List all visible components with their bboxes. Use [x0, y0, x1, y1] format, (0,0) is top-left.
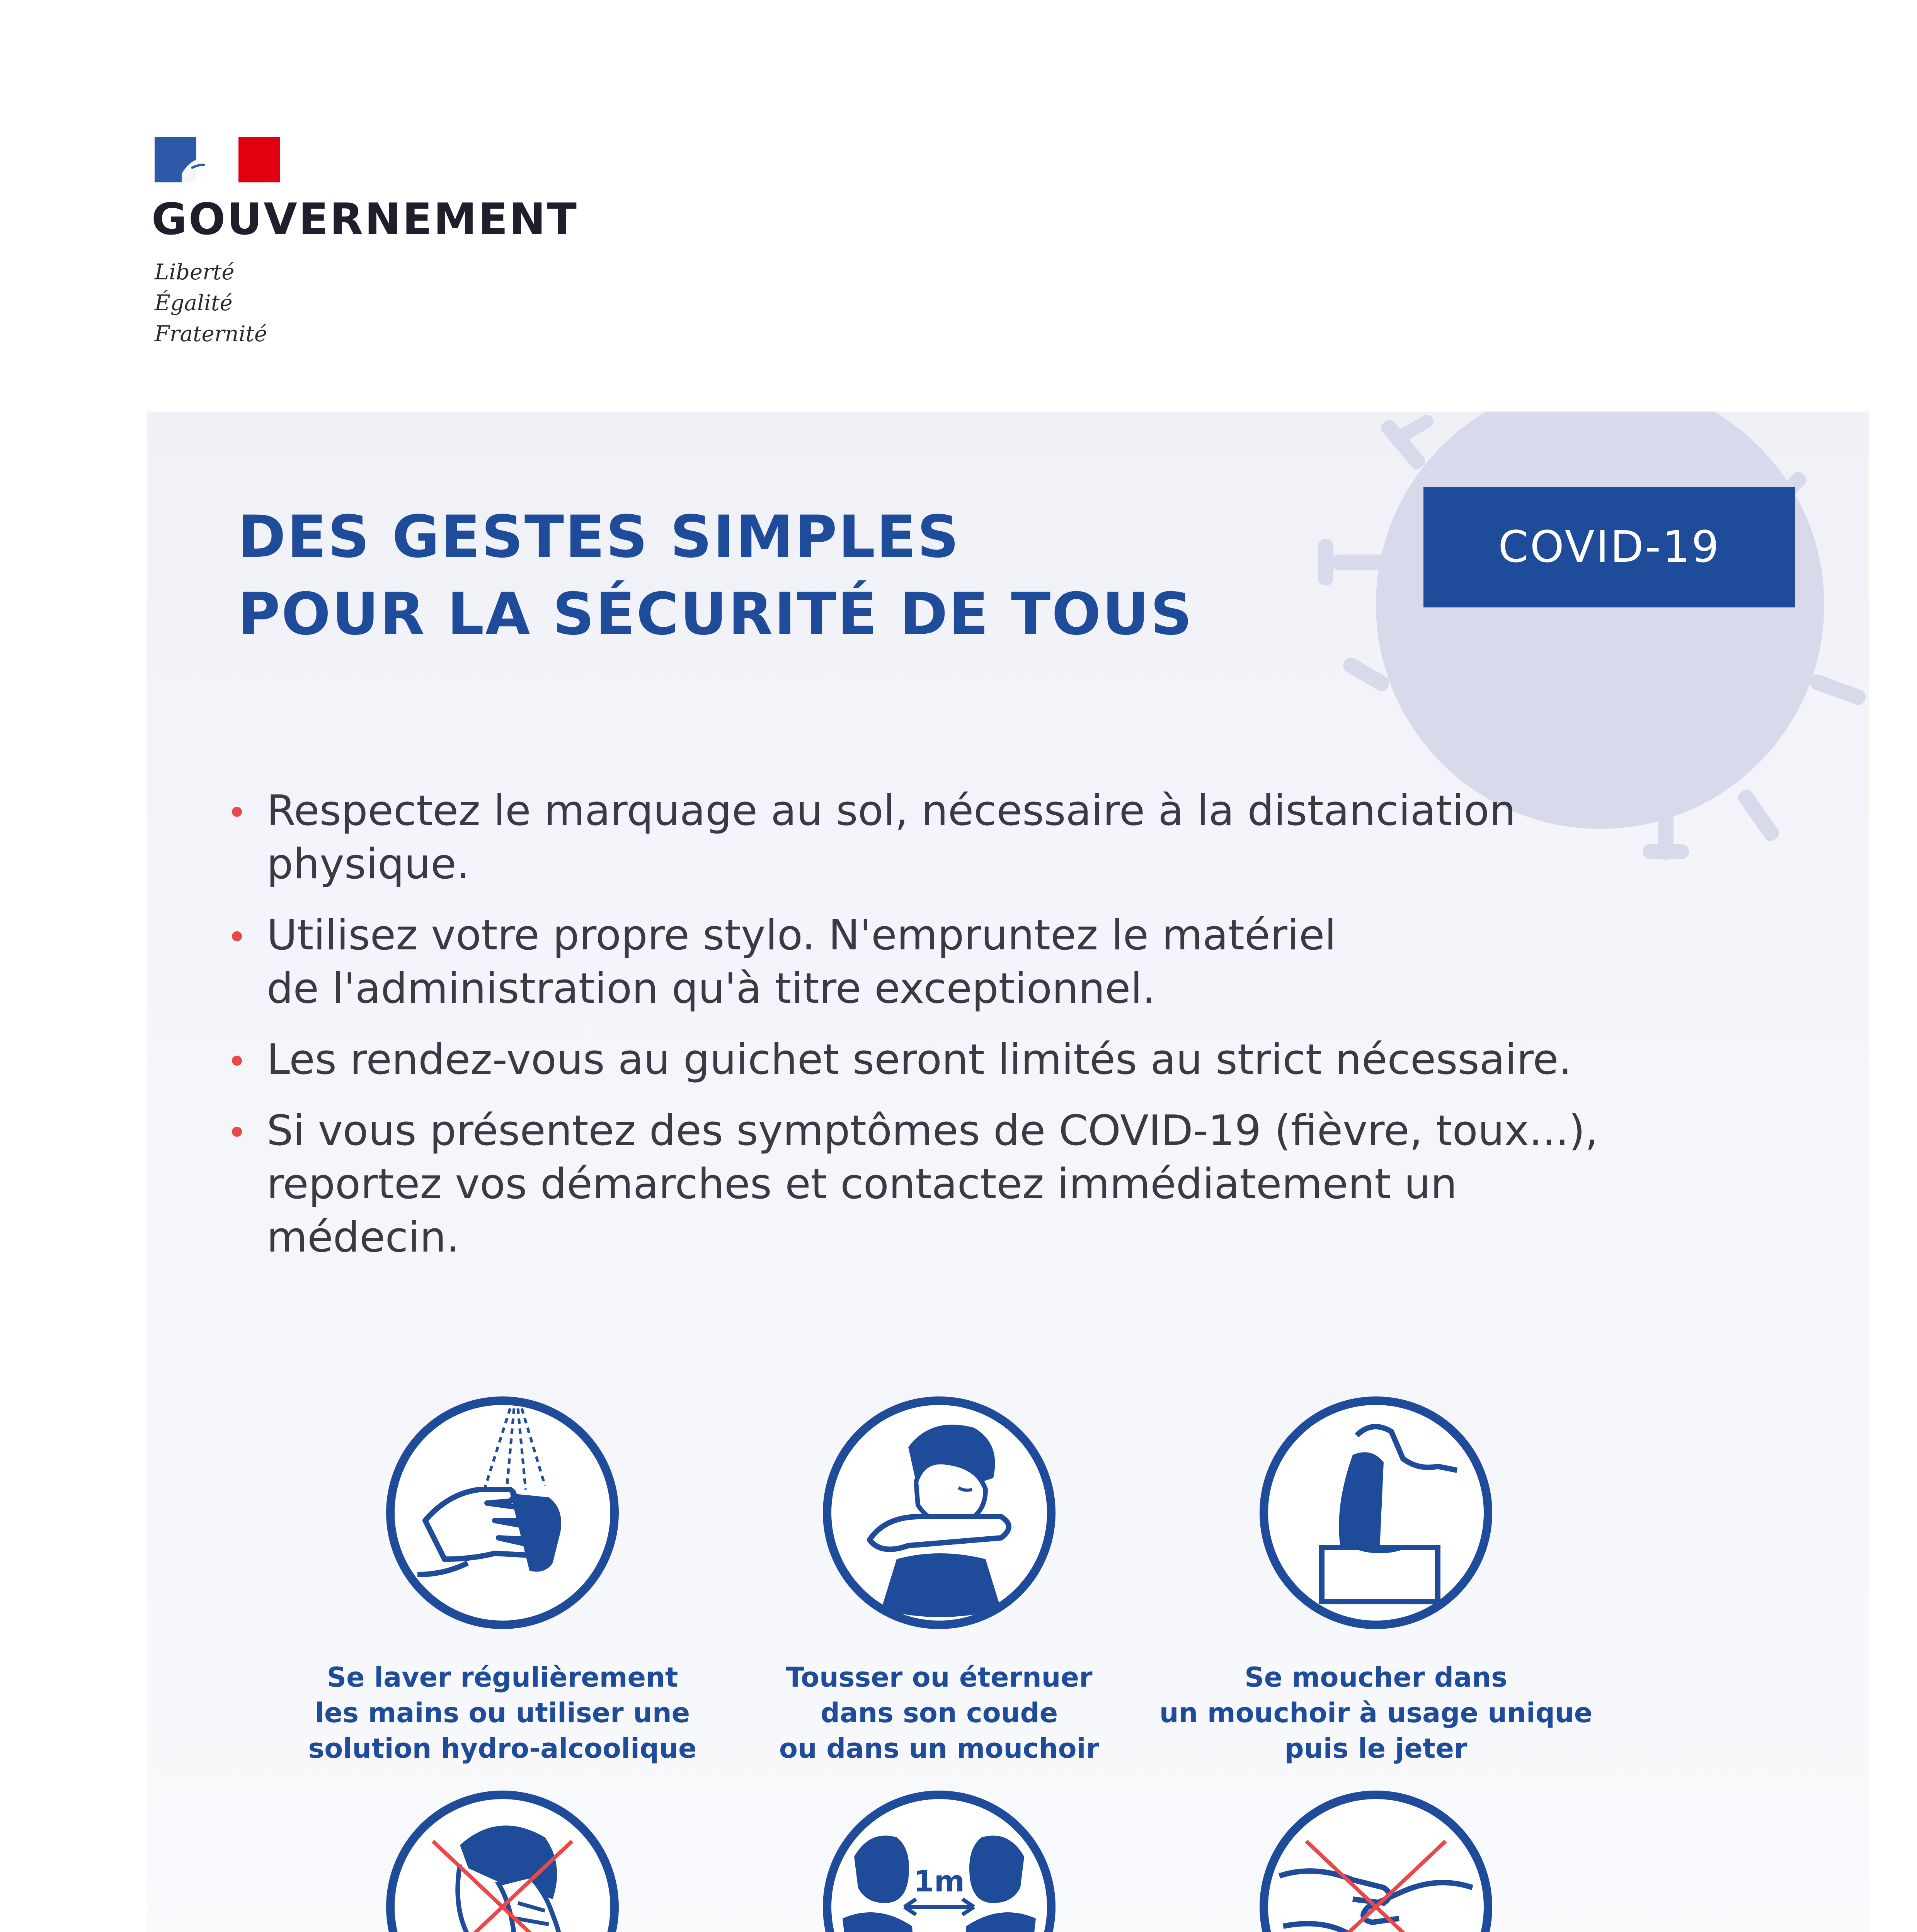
gesture-distance: [688, 1787, 1190, 1932]
caption-line: un mouchoir à usage unique: [1159, 1697, 1593, 1729]
covid-badge: COVID-19: [1423, 487, 1795, 607]
gesture-no-handshake: [1125, 1787, 1627, 1932]
poster-title-line: POUR LA SÉCURITÉ DE TOUS: [238, 581, 1193, 648]
distance-label: 1m: [913, 1864, 965, 1898]
gesture-hand-washing: [251, 1393, 754, 1766]
caption-line: Tousser ou éternuer: [786, 1662, 1093, 1693]
gesture-cough-elbow: [688, 1393, 1190, 1766]
rule-item: [232, 1033, 1739, 1087]
rule-item: [232, 909, 1739, 1015]
rule-text: Respectez le marquage au sol, nécessaire à la distanciation physique.: [267, 787, 1516, 888]
marianne-flag-icon: [155, 137, 280, 182]
motto-line: Égalité: [155, 291, 233, 316]
rule-text: Les rendez-vous au guichet seront limités au strict nécessaire.: [267, 1036, 1572, 1084]
poster-title-line: DES GESTES SIMPLES: [238, 503, 960, 571]
gesture-no-face-touch: [251, 1787, 754, 1932]
rule-text: Si vous présentez des symptômes de COVID-19 (fièvre, toux...), reportez vos démarches et contactez immédiatement un médecin.: [267, 1107, 1599, 1262]
rule-text: Utilisez votre propre stylo. N'empruntez le matériel de l'administration qu'à titre exceptionnel.: [267, 911, 1336, 1013]
motto-line: Liberté: [155, 260, 235, 285]
caption-line: Se moucher dans: [1245, 1662, 1507, 1693]
caption-line: ou dans un mouchoir: [779, 1733, 1100, 1764]
motto-line: Fraternité: [155, 321, 267, 347]
hand-washing-icon: [383, 1393, 622, 1633]
gesture-caption: [688, 1660, 1190, 1766]
caption-line: dans son coude: [820, 1697, 1058, 1729]
org-name: GOUVERNEMENT: [152, 194, 578, 245]
poster-title: [238, 498, 1193, 653]
gesture-tissue: [1125, 1393, 1627, 1766]
caption-line: puis le jeter: [1284, 1733, 1468, 1764]
caption-line: Se laver régulièrement: [327, 1662, 678, 1693]
poster-panel: [147, 412, 1869, 1932]
gesture-caption: [251, 1660, 754, 1766]
motto: [155, 257, 267, 350]
gesture-caption: [1125, 1660, 1627, 1766]
caption-line: les mains ou utiliser une: [315, 1697, 690, 1729]
caption-line: solution hydro-alcoolique: [308, 1733, 697, 1764]
no-face-touch-icon: [383, 1787, 622, 1932]
tissue-icon: [1256, 1393, 1496, 1633]
rule-item: [232, 1104, 1739, 1264]
distance-icon: [819, 1787, 1059, 1932]
rules-list: [232, 784, 1739, 1282]
rule-item: [232, 784, 1739, 891]
no-handshake-icon: [1256, 1787, 1496, 1932]
cough-elbow-icon: [819, 1393, 1059, 1633]
